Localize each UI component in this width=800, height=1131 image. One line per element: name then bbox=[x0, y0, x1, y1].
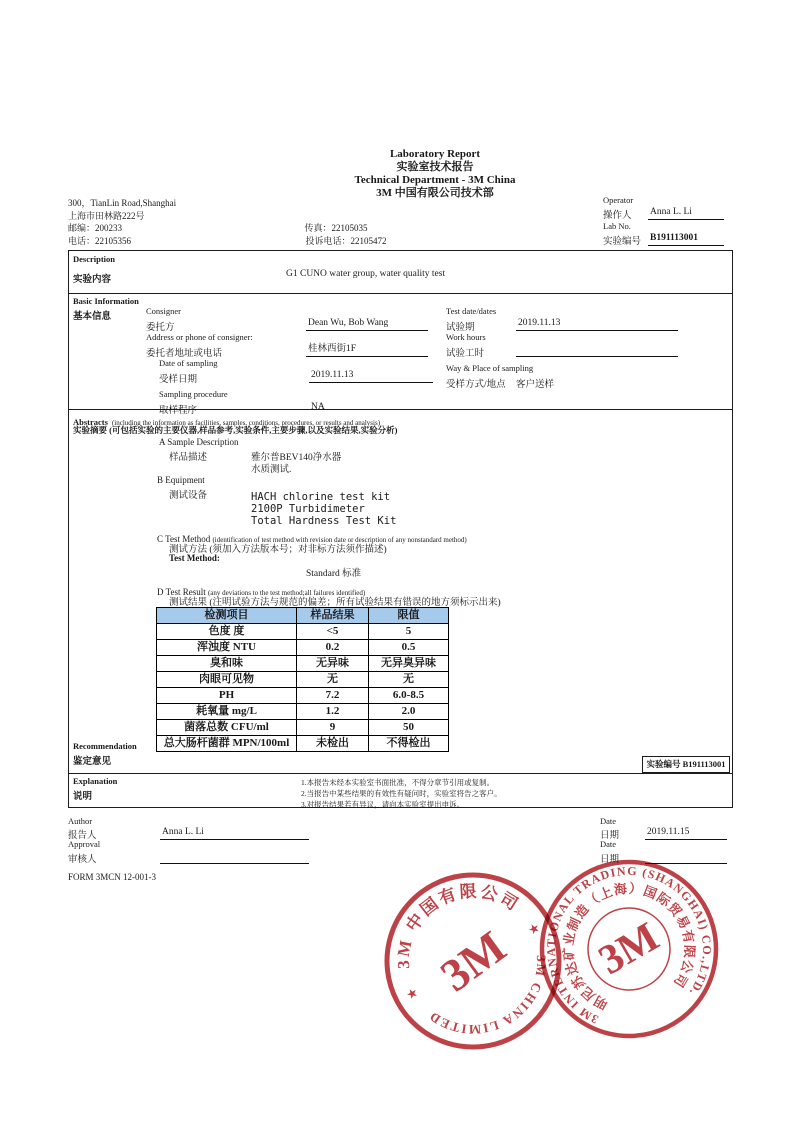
equipment-item: Total Hardness Test Kit bbox=[251, 515, 397, 527]
equipment-heading: B Equipment bbox=[157, 475, 205, 485]
operator-name-value: Anna L. Li bbox=[648, 206, 724, 220]
star-icon: ★ bbox=[403, 984, 421, 1003]
sampling-date-label-cn: 受样日期 bbox=[159, 375, 198, 385]
report-number-box: 实验编号 B191113001 bbox=[642, 756, 730, 773]
sampling-procedure-label-cn: 取样程序 bbox=[159, 406, 198, 416]
author-label-en: Author bbox=[68, 816, 93, 826]
abstracts-label-en: Abstracts bbox=[73, 417, 108, 427]
stamp-3m-international-trading bbox=[513, 833, 746, 1066]
test-result-label-cn: 测试结果 (注明试验方法与规范的偏差；所有试验结果有错误的地方须标示出来) bbox=[169, 598, 501, 608]
description-label-cn: 实验内容 bbox=[73, 275, 112, 285]
item-cell: 耗氧量 mg/L bbox=[157, 704, 297, 720]
limit-cell: 2.0 bbox=[369, 704, 449, 720]
limit-cell: 无 bbox=[369, 672, 449, 688]
recommendation-label-en: Recommendation bbox=[73, 741, 137, 751]
complaint-tel-label: 投诉电话：22105472 bbox=[305, 235, 387, 246]
work-hours-value bbox=[516, 343, 678, 357]
tel-label: 电话：22105356 bbox=[68, 235, 132, 246]
item-cell: 菌落总数 CFU/ml bbox=[157, 720, 297, 736]
lab-no-label-cn: 实验编号 bbox=[603, 237, 642, 247]
stamp-left-top-text: 3M 中国有限公司 bbox=[393, 881, 524, 970]
divider bbox=[69, 773, 732, 774]
test-result-note: (any deviations to the test method;all failures identified) bbox=[207, 589, 366, 597]
result-cell: 1.2 bbox=[297, 704, 369, 720]
table-row bbox=[157, 704, 449, 720]
result-cell: 9 bbox=[297, 720, 369, 736]
limit-cell: 0.5 bbox=[369, 640, 449, 656]
stamp-left-bottom-text: 3M CHINA LIMITED bbox=[425, 954, 550, 1038]
test-method-note: (identification of test method with revision date or description of any nonstandard method) bbox=[212, 536, 467, 544]
abstracts-note-en: (including the information as facilities, samples, conditions, procedures, or results and analysis) bbox=[111, 419, 381, 427]
consigner-label-cn: 委托方 bbox=[146, 323, 175, 333]
table-row bbox=[157, 720, 449, 736]
result-cell: 无 bbox=[297, 672, 369, 688]
test-method-label-cn: 测试方法 (须加入方法版本号；对非标方法须作描述) bbox=[169, 545, 387, 555]
stamp-right-inner-text: 明尼苏达矿业制造（上海）国际贸易有限公司 bbox=[560, 880, 698, 1013]
explanation-line: 3.对报告结果若有异议，请向本实验室提出申诉。 bbox=[301, 800, 465, 809]
stamp-3m-logo: 3M bbox=[591, 913, 667, 985]
item-cell: 肉眼可见物 bbox=[157, 672, 297, 688]
description-label-en: Description bbox=[73, 254, 116, 264]
sampling-way-label-cn: 受样方式/地点 bbox=[446, 380, 506, 390]
table-row bbox=[157, 672, 449, 688]
abstracts-label-cn: 实验摘要 (可包括实验的主要仪器,样品参考,实验条件,主要步骤,以及实验结果,实验分析) bbox=[73, 425, 398, 435]
department-line-en: Technical Department - 3M China bbox=[354, 174, 516, 186]
result-cell: 无异味 bbox=[297, 656, 369, 672]
form-number: FORM 3MCN 12-001-3 bbox=[68, 872, 157, 882]
result-cell: 未检出 bbox=[297, 736, 369, 752]
explanation-line: 1.本报告未经本实验室书面批准，不得分章节引用或复制。 bbox=[301, 778, 495, 787]
equipment-item: HACH chlorine test kit bbox=[251, 491, 391, 503]
table-row bbox=[157, 624, 449, 640]
result-cell: 7.2 bbox=[297, 688, 369, 704]
address-block bbox=[68, 197, 387, 247]
item-cell: 浑浊度 NTU bbox=[157, 640, 297, 656]
limit-cell: 5 bbox=[369, 624, 449, 640]
limit-cell: 无异臭异味 bbox=[369, 656, 449, 672]
sampling-procedure-value: NA bbox=[311, 402, 325, 412]
table-row bbox=[157, 736, 449, 752]
approval-date-label-cn: 日期 bbox=[600, 855, 620, 865]
consigner-address-value: 桂林西街1F bbox=[306, 343, 428, 357]
approval-label-en: Approval bbox=[68, 839, 101, 849]
test-result-heading: D Test Result bbox=[157, 587, 208, 597]
item-cell: 总大肠杆菌群 MPN/100ml bbox=[157, 736, 297, 752]
approval-date-label-en: Date bbox=[600, 839, 617, 849]
author-label-cn: 报告人 bbox=[68, 831, 97, 841]
limit-cell: 50 bbox=[369, 720, 449, 736]
consigner-label-en: Consigner bbox=[146, 306, 181, 316]
sampling-way-value: 客户送样 bbox=[516, 380, 555, 390]
star-icon: ★ bbox=[525, 919, 543, 938]
operator-label-en: Operator bbox=[603, 195, 634, 205]
sampling-date-label-en: Date of sampling bbox=[159, 358, 218, 368]
table-row bbox=[157, 688, 449, 704]
author-name-value: Anna L. Li bbox=[160, 826, 309, 840]
sample-description-line2: 水质测试. bbox=[251, 465, 292, 475]
recommendation-label-cn: 鉴定意见 bbox=[73, 757, 112, 767]
consigner-value: Dean Wu, Bob Wang bbox=[306, 317, 428, 331]
consigner-address-label-en: Address or phone of consigner: bbox=[146, 332, 253, 342]
operator-label-cn: 操作人 bbox=[603, 211, 632, 221]
basic-info-label-cn: 基本信息 bbox=[73, 312, 112, 322]
author-date-value: 2019.11.15 bbox=[645, 826, 727, 840]
zip-label: 邮编：200233 bbox=[68, 223, 123, 233]
explanation-label-cn: 说明 bbox=[73, 792, 93, 802]
fax-label: 传真：22105035 bbox=[304, 223, 368, 233]
col-header-item: 检测项目 bbox=[157, 608, 297, 624]
test-method-value: Standard 标准 bbox=[306, 569, 362, 579]
test-date-label-en: Test date/dates bbox=[446, 306, 497, 316]
item-cell: PH bbox=[157, 688, 297, 704]
test-date-value: 2019.11.13 bbox=[516, 317, 678, 331]
test-method-sub-label: Test Method: bbox=[169, 553, 220, 563]
report-title-block bbox=[135, 148, 735, 200]
table-row bbox=[157, 656, 449, 672]
work-hours-label-cn: 试验工时 bbox=[446, 349, 485, 359]
item-cell: 臭和味 bbox=[157, 656, 297, 672]
test-date-label-cn: 试验期 bbox=[446, 323, 475, 333]
lab-no-label-en: Lab No. bbox=[603, 221, 631, 231]
result-cell: 0.2 bbox=[297, 640, 369, 656]
description-value: G1 CUNO water group, water quality test bbox=[286, 269, 446, 279]
result-cell: <5 bbox=[297, 624, 369, 640]
equipment-item: 2100P Turbidimeter bbox=[251, 503, 365, 515]
basic-info-label-en: Basic Information bbox=[73, 296, 139, 306]
explanation-line: 2.当报告中某些结果的有效性有疑问时，实验室将告之客户。 bbox=[301, 789, 502, 798]
equipment-label-cn: 测试设备 bbox=[169, 491, 208, 501]
work-hours-label-en: Work hours bbox=[446, 332, 486, 342]
sampling-date-value: 2019.11.13 bbox=[309, 369, 433, 383]
sampling-procedure-label-en: Sampling procedure bbox=[159, 389, 228, 399]
address-line-en: 300，TianLin Road,Shanghai bbox=[68, 198, 177, 208]
sample-description-line1: 雅尔普BEV140净水器 bbox=[251, 453, 342, 463]
table-row bbox=[157, 640, 449, 656]
sample-description-heading: A Sample Description bbox=[159, 437, 239, 447]
department-line-cn: 3M 中国有限公司技术部 bbox=[376, 187, 494, 199]
consigner-address-label-cn: 委托者地址或电话 bbox=[146, 349, 223, 359]
title-line-en: Laboratory Report bbox=[389, 148, 481, 160]
results-table-header-row bbox=[157, 608, 449, 624]
report-body-box bbox=[68, 250, 733, 808]
limit-cell: 6.0-8.5 bbox=[369, 688, 449, 704]
col-header-limit: 限值 bbox=[369, 608, 449, 624]
sampling-way-label-en: Way & Place of sampling bbox=[446, 363, 534, 373]
results-table bbox=[156, 607, 449, 752]
author-date-label-en: Date bbox=[600, 816, 617, 826]
approval-label-cn: 审核人 bbox=[68, 855, 97, 865]
item-cell: 色度 度 bbox=[157, 624, 297, 640]
col-header-result: 样品结果 bbox=[297, 608, 369, 624]
divider bbox=[69, 293, 732, 294]
lab-no-value: B191113001 bbox=[648, 232, 724, 246]
title-line-cn: 实验室技术报告 bbox=[396, 161, 474, 173]
test-method-heading: C Test Method bbox=[157, 534, 213, 544]
limit-cell: 不得检出 bbox=[369, 736, 449, 752]
address-line-cn: 上海市田林路222号 bbox=[68, 210, 145, 221]
author-date-label-cn: 日期 bbox=[600, 831, 620, 841]
stamp-3m-logo: 3M bbox=[431, 920, 515, 1002]
approval-name-value bbox=[160, 850, 309, 864]
stamp-right-outer-text: 3M INTERNATIONAL TRADING (SHANGHAI) CO.,LTD. bbox=[543, 863, 715, 1027]
explanation-label-en: Explanation bbox=[73, 776, 118, 786]
sample-description-label-cn: 样品描述 bbox=[169, 453, 208, 463]
